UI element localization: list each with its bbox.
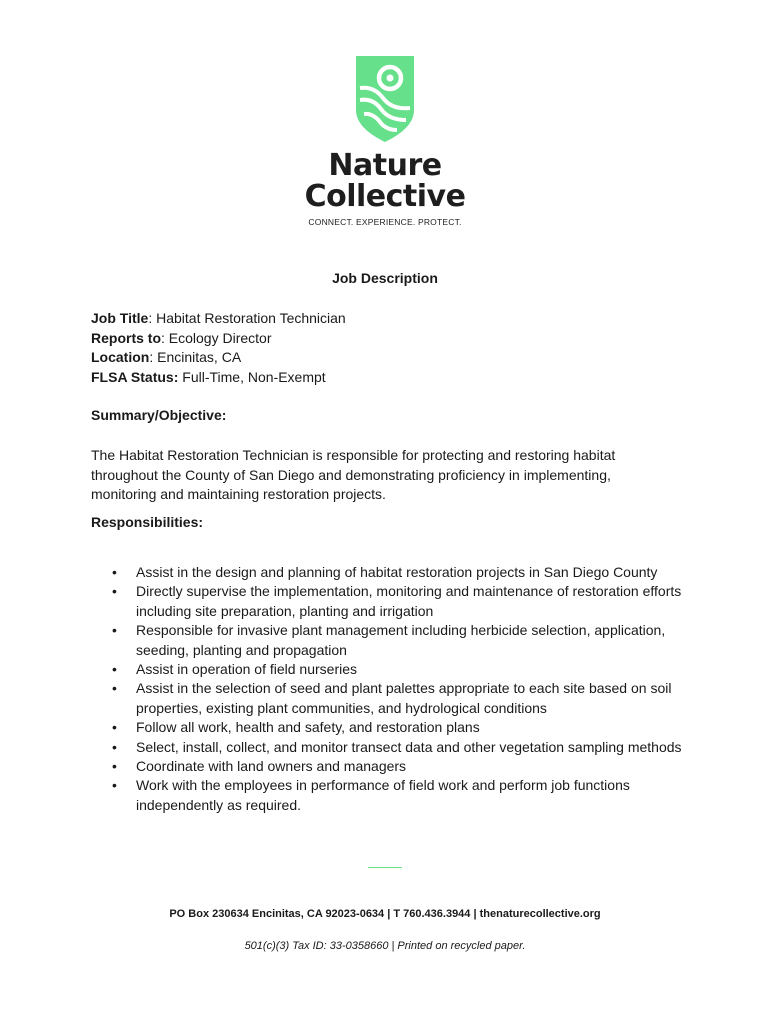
list-item-text: Work with the employees in performance of field work and perform job functions independently as required. xyxy=(136,777,630,813)
bullet: • xyxy=(112,661,117,678)
summary-text: The Habitat Restoration Technician is responsible for protecting and restoring habitat throughout the County of San Diego and demonstrating proficiency in implementing, monitoring and maintaining restoration projects. xyxy=(91,447,616,503)
list-item-text: Assist in operation of field nurseries xyxy=(136,661,357,678)
footer-address: PO Box 230634 Encinitas, CA 92023-0634 | T 760.436.3944 | thenaturecollective.org xyxy=(169,908,601,920)
list-item-text: Assist in the design and planning of habitat restoration projects in San Diego County xyxy=(136,564,658,580)
bullet: • xyxy=(112,738,117,755)
meta-separator: : xyxy=(149,349,158,366)
list-item xyxy=(91,757,691,776)
list-item xyxy=(91,582,691,621)
meta-value: Full-Time, Non-Exempt xyxy=(182,368,326,385)
list-item-text: Assist in the selection of seed and plant palettes appropriate to each site based on soil properties, existing plant communities, and hydrological conditions xyxy=(136,680,672,716)
list-item xyxy=(91,621,691,660)
meta-value: Ecology Director xyxy=(168,329,272,346)
meta-flsa-status xyxy=(91,368,691,388)
meta-label: FLSA Status: xyxy=(91,368,179,385)
meta-location xyxy=(91,348,691,368)
meta-job-title xyxy=(91,309,691,329)
bullet: • xyxy=(112,583,117,600)
list-item xyxy=(91,563,691,582)
brand-name xyxy=(0,150,770,212)
list-item-text: Directly supervise the implementation, monitoring and maintenance of restoration efforts including site preparation, planting and irrigation xyxy=(136,583,682,619)
bullet: • xyxy=(112,680,117,697)
list-item xyxy=(91,776,691,815)
bullet: • xyxy=(112,564,117,580)
bullet: • xyxy=(112,758,117,775)
brand-name-line1: Nature xyxy=(328,148,442,183)
brand-name-line2: Collective xyxy=(304,179,466,214)
meta-separator: : xyxy=(161,329,169,346)
bullet: • xyxy=(112,719,117,736)
list-item-text: Coordinate with land owners and managers xyxy=(136,758,407,775)
meta-label: Location xyxy=(91,349,150,366)
bullet: • xyxy=(112,777,117,794)
list-item xyxy=(91,718,691,737)
meta-separator: : xyxy=(148,310,157,326)
list-item-text: Select, install, collect, and monitor transect data and other vegetation sampling methods xyxy=(136,738,682,755)
bullet: • xyxy=(112,622,117,639)
meta-reports-to xyxy=(91,329,691,349)
summary-heading: Summary/Objective: xyxy=(91,407,227,423)
list-item xyxy=(91,660,691,679)
footer-divider xyxy=(368,867,402,868)
document-heading: Job Description xyxy=(332,270,438,286)
responsibilities-list xyxy=(91,563,691,815)
list-item-text: Follow all work, health and safety, and restoration plans xyxy=(136,719,480,736)
footer-tax-note: 501(c)(3) Tax ID: 33-0358660 | Printed on recycled paper. xyxy=(244,940,526,952)
job-meta xyxy=(91,309,691,387)
list-item xyxy=(91,738,691,757)
nature-collective-shield-icon xyxy=(356,56,414,142)
meta-value: Encinitas, CA xyxy=(157,349,242,366)
logo xyxy=(0,56,770,227)
responsibilities-heading: Responsibilities: xyxy=(91,514,204,530)
list-item-text: Responsible for invasive plant management including herbicide selection, application, seeding, planting and propagation xyxy=(136,622,666,658)
tagline: CONNECT. EXPERIENCE. PROTECT. xyxy=(308,217,462,227)
list-item xyxy=(91,679,691,718)
meta-label: Reports to xyxy=(91,329,161,346)
meta-label: Job Title xyxy=(91,310,149,326)
meta-value: Habitat Restoration Technician xyxy=(156,310,346,326)
